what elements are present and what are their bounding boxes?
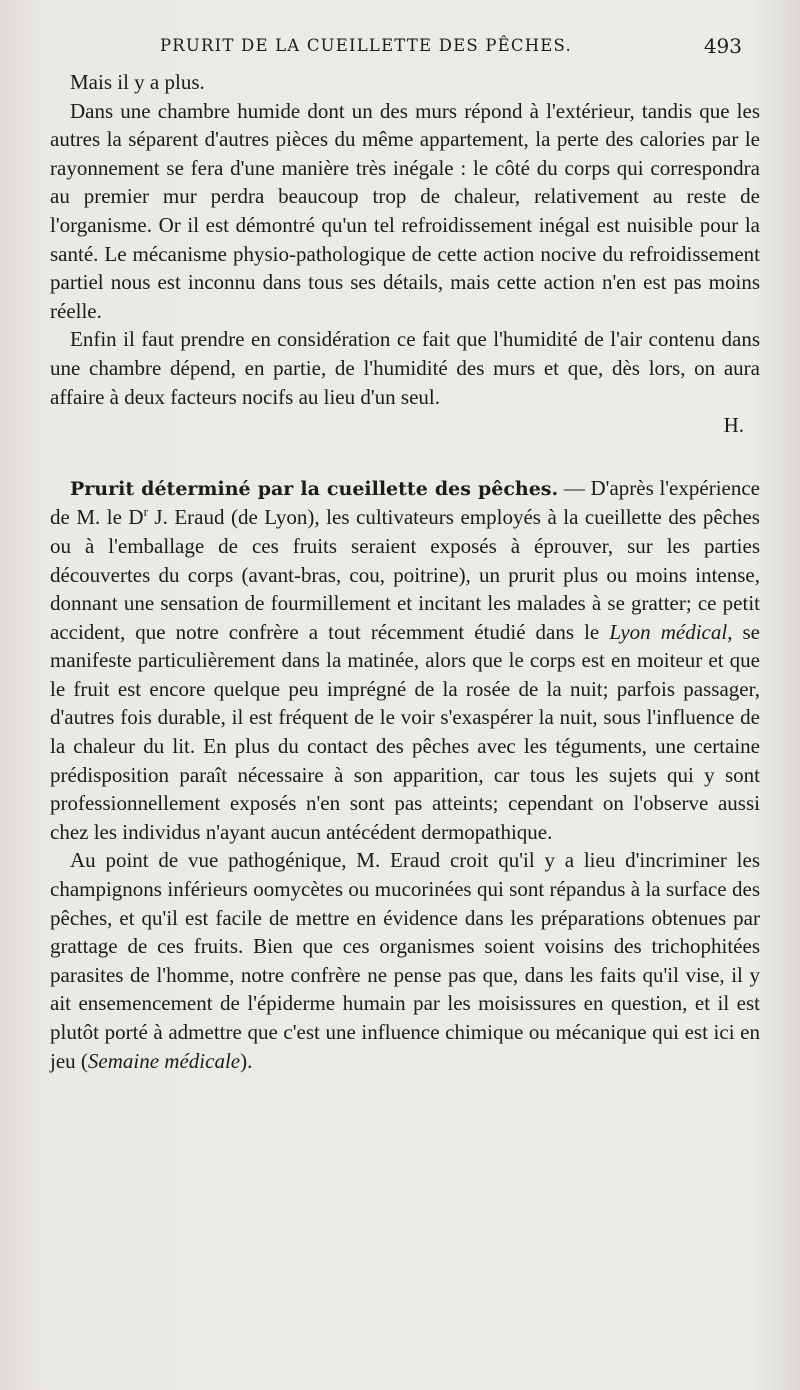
text-segment: , se manifeste particulièrement dans la matinée, alors que le corps est en moiteur et que le fruit est encore quelque peu imprégné de la rosée de la nuit; parfois passager, d'autres fois durable, il est fréquent de le voir s'exaspérer la nuit, sous l'influence de la chaleur du lit. En plus du contact des pêches avec les téguments, une certaine prédisposition paraît nécessaire à son apparition, car tous les sujets qui y sont professionnellement exposés n'en sont pas atteints; cependant on l'observe aussi chez les individus n'ayant aucun antécédent dermopathique. xyxy=(50,619,761,844)
superscript: r xyxy=(143,504,148,520)
paragraph-humidity-factors: Enfin il faut prendre en considération ce fait que l'humidité de l'air contenu dans une chambre dépend, en partie, de l'humidité des murs et que, dès lors, on aura affaire à deux facteurs nocifs au lieu d'un seul. xyxy=(50,327,760,409)
running-header xyxy=(50,28,760,68)
running-title: PRURIT DE LA CUEILLETTE DES PÊCHES. xyxy=(160,36,572,55)
source-open: ( xyxy=(80,1048,88,1073)
article-title: Prurit déterminé par la cueillette des pêches. xyxy=(70,477,559,500)
article-body xyxy=(50,68,760,1075)
text-segment: J. Eraud (de Lyon), les cultivateurs employés à la cueillette des pêches ou à l'emballage de ces fruits seraient exposés à éprouver, sur les parties découvertes du corps (avant-bras, cou, poitrine), un prurit plus ou moins intense, donnant une sensation de fourmillement et incitant les malades à se gratter; ce petit accident, que notre confrère a tout récemment étudié dans le xyxy=(50,505,760,644)
paragraph-peach-prurit xyxy=(50,474,760,847)
text-segment: — D'après l'expérience de M. le D xyxy=(50,475,760,530)
journal-name: Lyon médical xyxy=(609,619,728,644)
section-separator xyxy=(50,440,760,474)
author-signature: H. xyxy=(723,413,744,438)
text-segment: Au point de vue pathogénique, M. Eraud croit qu'il y a lieu d'incriminer les champignons inférieurs oomycètes ou mucorinées qui sont répandus à la surface des pêches, et qu'il est facile de mettre en évidence dans les préparations obtenues par grattage de ces fruits. Bien que ces organismes soient voisins des trichophitées parasites de l'homme, notre confrère ne pense pas que, dans les faits qu'il vise, il y ait ensemencement de l'épiderme humain par les moisissures en question, et il est plutôt porté à admettre que c'est une influence chimique ou mécanique qui est ici en jeu xyxy=(50,848,760,1073)
paragraph-humid-room: Dans une chambre humide dont un des murs répond à l'extérieur, tandis que les autres la séparent d'autres pièces du même appartement, la perte des calories par le rayonnement se fera d'une manière très inégale : le côté du corps qui correspondra au premier mur perdra beaucoup trop de chaleur, relativement au reste de l'organisme. Or il est démontré qu'un tel refroidissement inégal est nuisible pour la santé. Le mécanisme physio-pathologique de cette action nocive du refroidissement partiel nous est inconnu dans tous ses détails, mais cette action n'en est pas moins réelle. xyxy=(50,98,760,323)
page-number: 493 xyxy=(703,34,742,58)
paragraph-pathogeny xyxy=(50,846,760,1075)
source-close: ). xyxy=(240,1048,253,1073)
paragraph-more: Mais il y a plus. xyxy=(70,70,205,94)
source-citation: Semaine médicale xyxy=(87,1048,241,1073)
